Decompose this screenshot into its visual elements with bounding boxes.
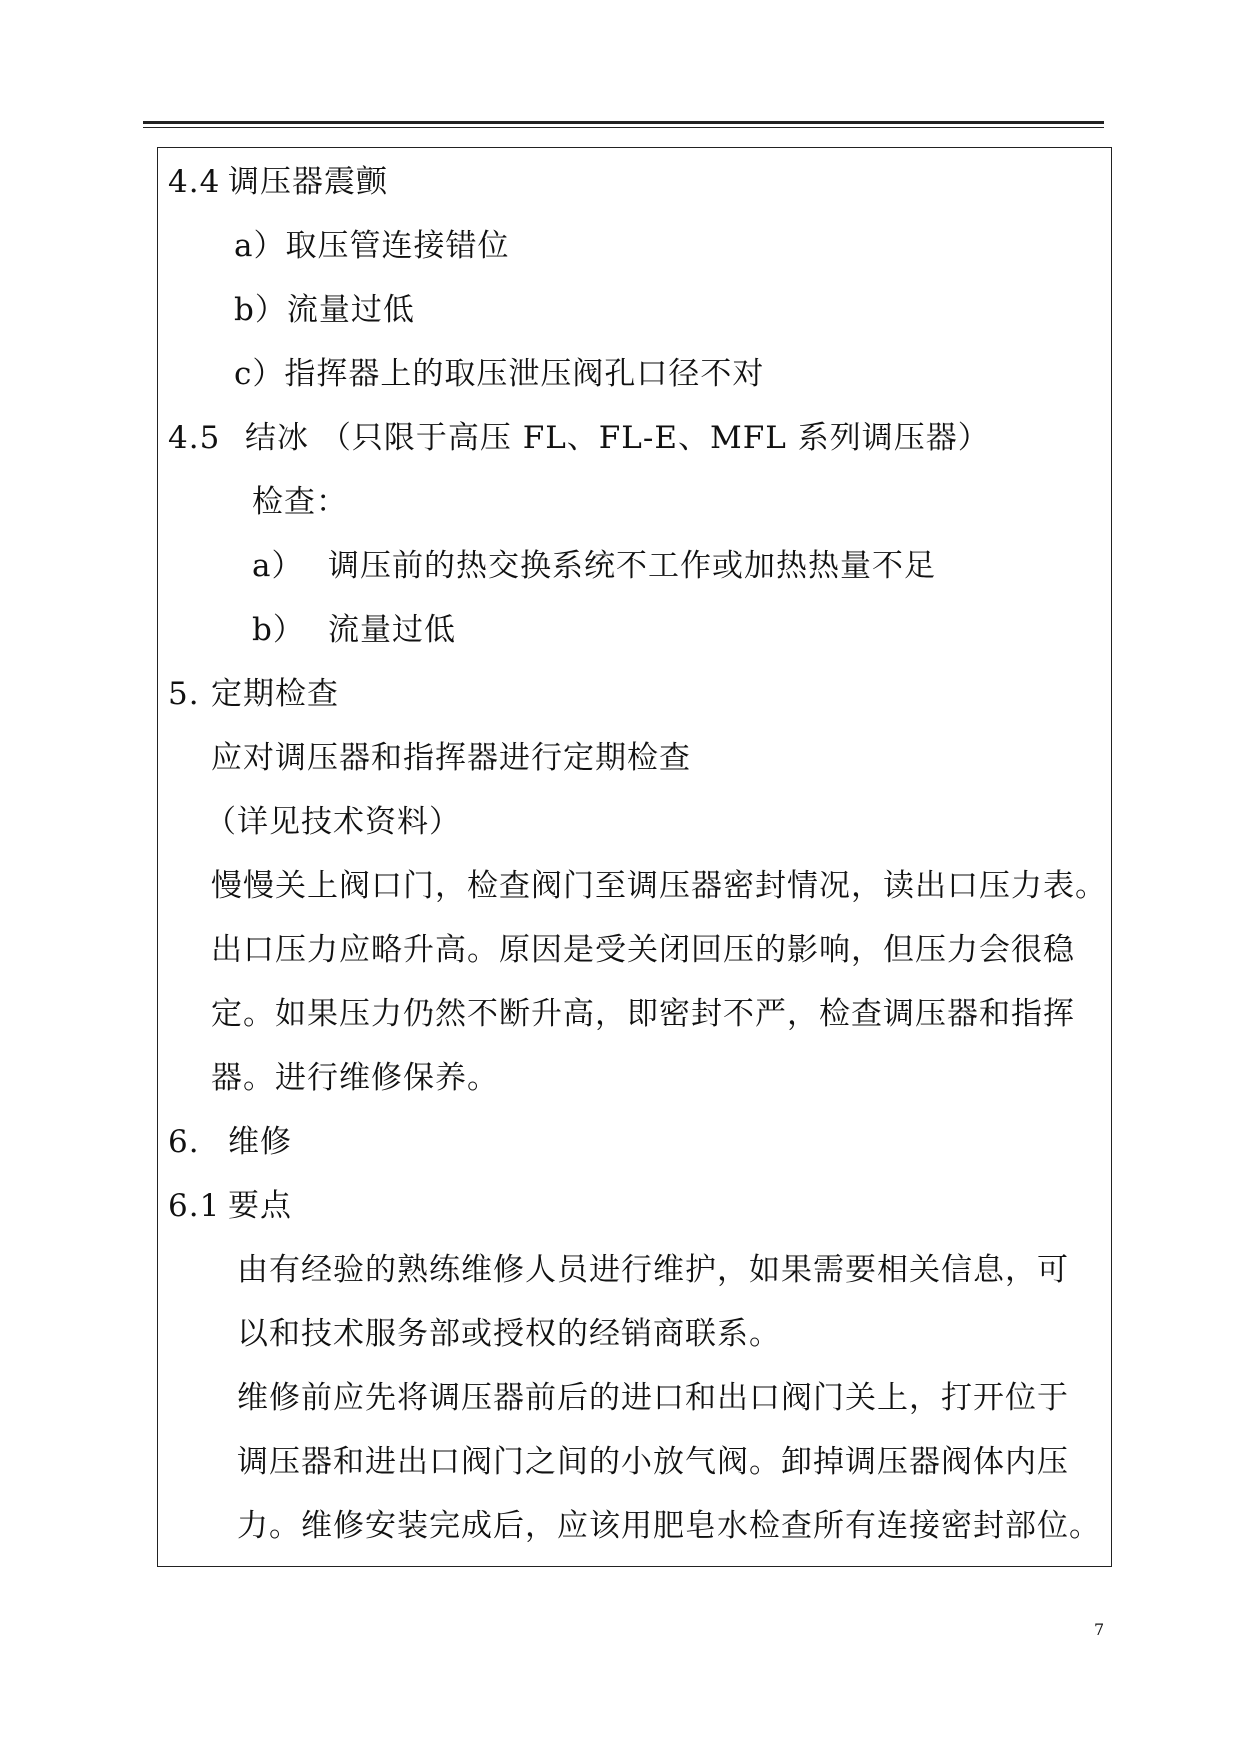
paragraph-line [211, 738, 691, 778]
paragraph-text: 出口压力应略升高。原因是受关闭回压的影响，但压力会很稳 [211, 932, 1075, 968]
section-title: 定期检查 [211, 676, 339, 712]
item-text: 流量过低 [328, 612, 456, 648]
paragraph-text: 应对调压器和指挥器进行定期检查 [211, 740, 691, 776]
section-number: 5. [168, 676, 200, 712]
paragraph-line [237, 1442, 1069, 1482]
paragraph-line [237, 1506, 1101, 1546]
paragraph-line [237, 1314, 781, 1354]
item-marker: a） [252, 548, 304, 584]
paragraph-line [211, 1058, 499, 1098]
paragraph-text: 慢慢关上阀口门，检查阀门至调压器密封情况，读出口压力表。 [211, 868, 1107, 904]
list-item-text: c）指挥器上的取压泄压阀孔口径不对 [234, 356, 765, 392]
section-number: 6. [168, 1124, 200, 1160]
paragraph-text: 维修前应先将调压器前后的进口和出口阀门关上，打开位于 [237, 1380, 1069, 1416]
section-title: 结冰 （只限于高压 FL、FL-E、MFL 系列调压器） [245, 420, 990, 456]
section-number: 4.5 [168, 420, 221, 456]
header-rule-thick [143, 121, 1104, 124]
list-item-a [234, 226, 509, 266]
page-number: 7 [1094, 1620, 1105, 1639]
paragraph-text: 力。维修安装完成后，应该用肥皂水检查所有连接密封部位。 [237, 1508, 1101, 1544]
heading-5 [168, 674, 339, 714]
paragraph-line [211, 930, 1075, 970]
section-title: 调压器震颤 [228, 164, 388, 200]
paragraph-text: （详见技术资料） [205, 804, 461, 840]
list-item-b [234, 290, 415, 330]
check-item-a [252, 546, 936, 586]
list-item-text: a）取压管连接错位 [234, 228, 510, 264]
section-title: 维修 [228, 1124, 292, 1160]
paragraph-text: 调压器和进出口阀门之间的小放气阀。卸掉调压器阀体内压 [237, 1444, 1069, 1480]
check-label [252, 482, 348, 522]
item-text: 调压前的热交换系统不工作或加热热量不足 [328, 548, 936, 584]
heading-4-5 [168, 418, 990, 458]
section-number: 4.4 [168, 164, 221, 200]
paragraph-line [237, 1250, 1069, 1290]
heading-6 [168, 1122, 292, 1162]
paragraph-line [237, 1378, 1069, 1418]
paragraph-text: 定。如果压力仍然不断升高，即密封不严，检查调压器和指挥 [211, 996, 1075, 1032]
paragraph-line [211, 994, 1075, 1034]
heading-4-4 [168, 162, 388, 202]
item-marker: b） [252, 612, 305, 648]
paragraph-line [211, 866, 1107, 906]
paragraph-line [205, 802, 461, 842]
header-rule-thin [143, 127, 1104, 128]
paragraph-text: 由有经验的熟练维修人员进行维护，如果需要相关信息，可 [237, 1252, 1069, 1288]
list-item-c [234, 354, 764, 394]
list-item-text: b）流量过低 [234, 292, 415, 328]
heading-6-1 [168, 1186, 292, 1226]
section-title: 要点 [228, 1188, 292, 1224]
section-number: 6.1 [168, 1188, 221, 1224]
paragraph-text: 以和技术服务部或授权的经销商联系。 [237, 1316, 781, 1352]
check-text: 检查： [252, 484, 348, 520]
paragraph-text: 器。进行维修保养。 [211, 1060, 499, 1096]
check-item-b [252, 610, 456, 650]
